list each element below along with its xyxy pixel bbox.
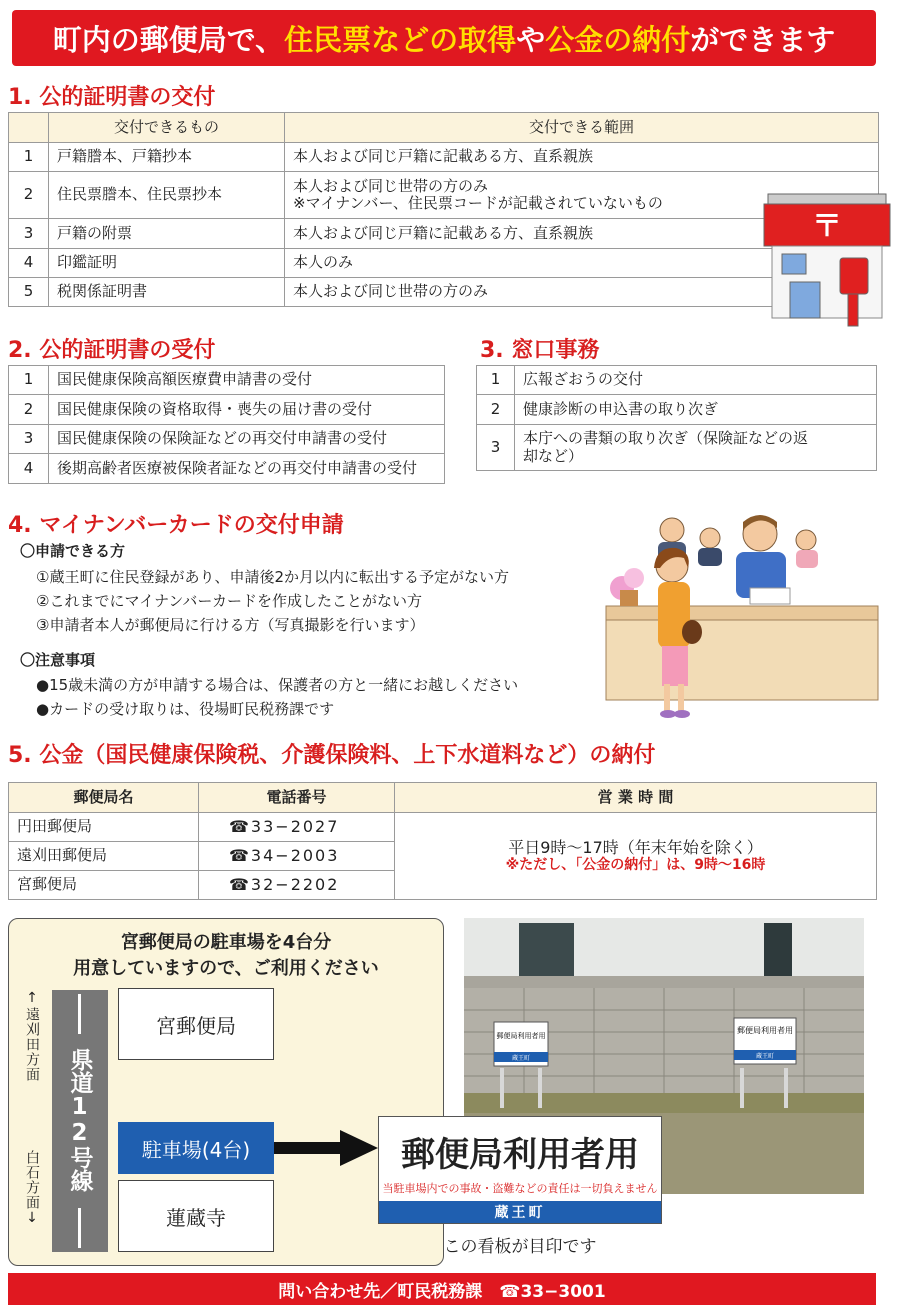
- row-item: 住民票謄本、住民票抄本: [49, 172, 285, 219]
- row-text-line2: 却など）: [523, 446, 584, 465]
- row-item: 戸籍謄本、戸籍抄本: [49, 143, 285, 172]
- photo-sign-2-text: 郵便局利用者用: [737, 1026, 793, 1035]
- table-row: [9, 813, 877, 842]
- row-text-line1: 本庁への書類の取り次ぎ（保険証などの返: [523, 429, 809, 448]
- certificate-reception-table: [8, 365, 445, 484]
- parking-lot: 駐車場(4台): [118, 1122, 274, 1174]
- parking-sign: [378, 1116, 662, 1224]
- office-name: 遠刈田郵便局: [9, 842, 199, 871]
- svg-text:〒: 〒: [812, 209, 842, 244]
- row-text: 健康診断の申込書の取り次ぎ: [515, 395, 877, 425]
- table-header-hours: 営 業 時 間: [395, 783, 877, 813]
- table-row: [9, 454, 445, 484]
- hours-note: ※ただし、「公金の納付」は、9時〜16時: [505, 857, 766, 874]
- note-item-1: ●15歳未満の方が申請する場合は、保護者の方と一緒にお越しください: [36, 676, 519, 694]
- who-item-3: ③申請者本人が郵便局に行ける方（写真撮影を行います）: [36, 616, 425, 634]
- direction-togatta: ↑遠刈田方面: [24, 990, 40, 1082]
- row-scope: 本人および同じ戸籍に記載ある方、直系親族: [285, 143, 879, 172]
- banner-text-2: や: [516, 22, 546, 57]
- office-phone: ☎33−2027: [199, 813, 395, 842]
- photo-sign-1-text: 郵便局利用者用: [496, 1032, 546, 1040]
- table-header-blank: [9, 113, 49, 143]
- banner-text-3: ができます: [690, 22, 836, 57]
- certificate-issuance-table: [8, 112, 879, 307]
- temple-building: 蓮蔵寺: [118, 1180, 274, 1252]
- photo-sign-2-town: 蔵王町: [755, 1053, 775, 1060]
- sign-warning: 当駐車場内での事故・盗難などの責任は一切負えません: [382, 1182, 658, 1195]
- sign-caption: この看板が目印です: [443, 1237, 597, 1257]
- banner-highlight-1: 住民票などの取得: [284, 22, 517, 57]
- row-text: 国民健康保険の保険証などの再交付申請書の受付: [49, 425, 445, 454]
- row-number: 3: [9, 425, 49, 454]
- row-scope: 本人および同じ世帯の方のみ: [285, 278, 879, 307]
- table-row: [9, 395, 445, 425]
- section1-title: 1. 公的証明書の交付: [8, 85, 216, 110]
- sign-title: 郵便局利用者用: [401, 1135, 639, 1175]
- header-banner: [12, 10, 876, 66]
- row-number: 2: [9, 395, 49, 425]
- counter-services-table: [476, 365, 877, 471]
- row-text: 後期高齢者医療被保険者証などの再交付申請書の受付: [49, 454, 445, 484]
- office-phone: ☎34−2003: [199, 842, 395, 871]
- row-text: 国民健康保険の資格取得・喪失の届け書の受付: [49, 395, 445, 425]
- row-number: 2: [9, 172, 49, 219]
- sign-town: 蔵王町: [379, 1201, 661, 1223]
- office-name: 宮郵便局: [9, 871, 199, 900]
- row-number: 1: [9, 143, 49, 172]
- row-number: 5: [9, 278, 49, 307]
- map-title: [8, 930, 444, 982]
- arrow-icon: [274, 1128, 380, 1168]
- row-text: [515, 425, 877, 471]
- table-row: [477, 425, 877, 471]
- row-scope-line1: 本人および同じ世帯の方のみ: [293, 176, 489, 195]
- direction-shiroishi: 白石方面↓: [24, 1150, 40, 1227]
- road-line-bottom: [78, 1208, 81, 1248]
- table-row: [9, 219, 879, 249]
- notes-heading: 〇注意事項: [20, 651, 96, 669]
- section2-title: 2. 公的証明書の受付: [8, 338, 216, 363]
- table-header-office: 郵便局名: [9, 783, 199, 813]
- banner-text-1: 町内の郵便局で、: [52, 22, 285, 57]
- row-number: 1: [9, 366, 49, 395]
- office-name: 円田郵便局: [9, 813, 199, 842]
- who-item-1: ①蔵王町に住民登録があり、申請後2か月以内に転出する予定がない方: [36, 568, 509, 586]
- row-number: 1: [477, 366, 515, 395]
- photo-sign-1-town: 蔵王町: [511, 1055, 531, 1062]
- row-number: 3: [9, 219, 49, 249]
- table-row: [9, 278, 879, 307]
- row-scope: 本人および同じ戸籍に記載ある方、直系親族: [285, 219, 879, 249]
- table-row: [9, 249, 879, 278]
- row-item: 戸籍の附票: [49, 219, 285, 249]
- section3-title: 3. 窓口事務: [480, 338, 600, 363]
- row-number: 3: [477, 425, 515, 471]
- road-label: 県道12号線: [66, 1048, 93, 1192]
- row-scope-line2: ※マイナンバー、住民票コードが記載されていないもの: [293, 194, 663, 212]
- table-row: [9, 143, 879, 172]
- map-title-line1: 宮郵便局の駐車場を4台分: [120, 932, 332, 953]
- contact-footer: 問い合わせ先／町民税務課 ☎33−3001: [8, 1273, 876, 1305]
- business-hours: [395, 813, 877, 900]
- table-header-phone: 電話番号: [199, 783, 395, 813]
- map-title-line2: 用意していますので、ご利用ください: [73, 958, 379, 979]
- office-phone: ☎32−2202: [199, 871, 395, 900]
- table-row: [477, 395, 877, 425]
- section5-title: 5. 公金（国民健康保険税、介護保険料、上下水道料など）の納付: [8, 743, 656, 768]
- hours-text: 平日9時〜17時（年末年始を除く）: [508, 837, 763, 857]
- note-item-2: ●カードの受け取りは、役場町民税務課です: [36, 700, 335, 718]
- counter-staff-illustration: [600, 508, 882, 726]
- table-header-item: 交付できるもの: [49, 113, 285, 143]
- row-item: 印鑑証明: [49, 249, 285, 278]
- table-row: [477, 366, 877, 395]
- section4-title: 4. マイナンバーカードの交付申請: [8, 513, 344, 538]
- table-row: [9, 425, 445, 454]
- who-can-apply-heading: 〇申請できる方: [20, 542, 126, 560]
- row-item: 税関係証明書: [49, 278, 285, 307]
- who-item-2: ②これまでにマイナンバーカードを作成したことがない方: [36, 592, 423, 610]
- row-number: 4: [9, 249, 49, 278]
- row-number: 4: [9, 454, 49, 484]
- banner-highlight-2: 公金の納付: [545, 22, 691, 57]
- post-office-illustration: [756, 186, 896, 328]
- table-row: [9, 366, 445, 395]
- payment-offices-table: [8, 782, 877, 900]
- table-row: [9, 172, 879, 219]
- row-number: 2: [477, 395, 515, 425]
- table-header-scope: 交付できる範囲: [285, 113, 879, 143]
- row-text: 国民健康保険高額医療費申請書の受付: [49, 366, 445, 395]
- row-scope: 本人のみ: [285, 249, 879, 278]
- post-office-building: 宮郵便局: [118, 988, 274, 1060]
- row-text: 広報ざおうの交付: [515, 366, 877, 395]
- road-line-top: [78, 994, 81, 1034]
